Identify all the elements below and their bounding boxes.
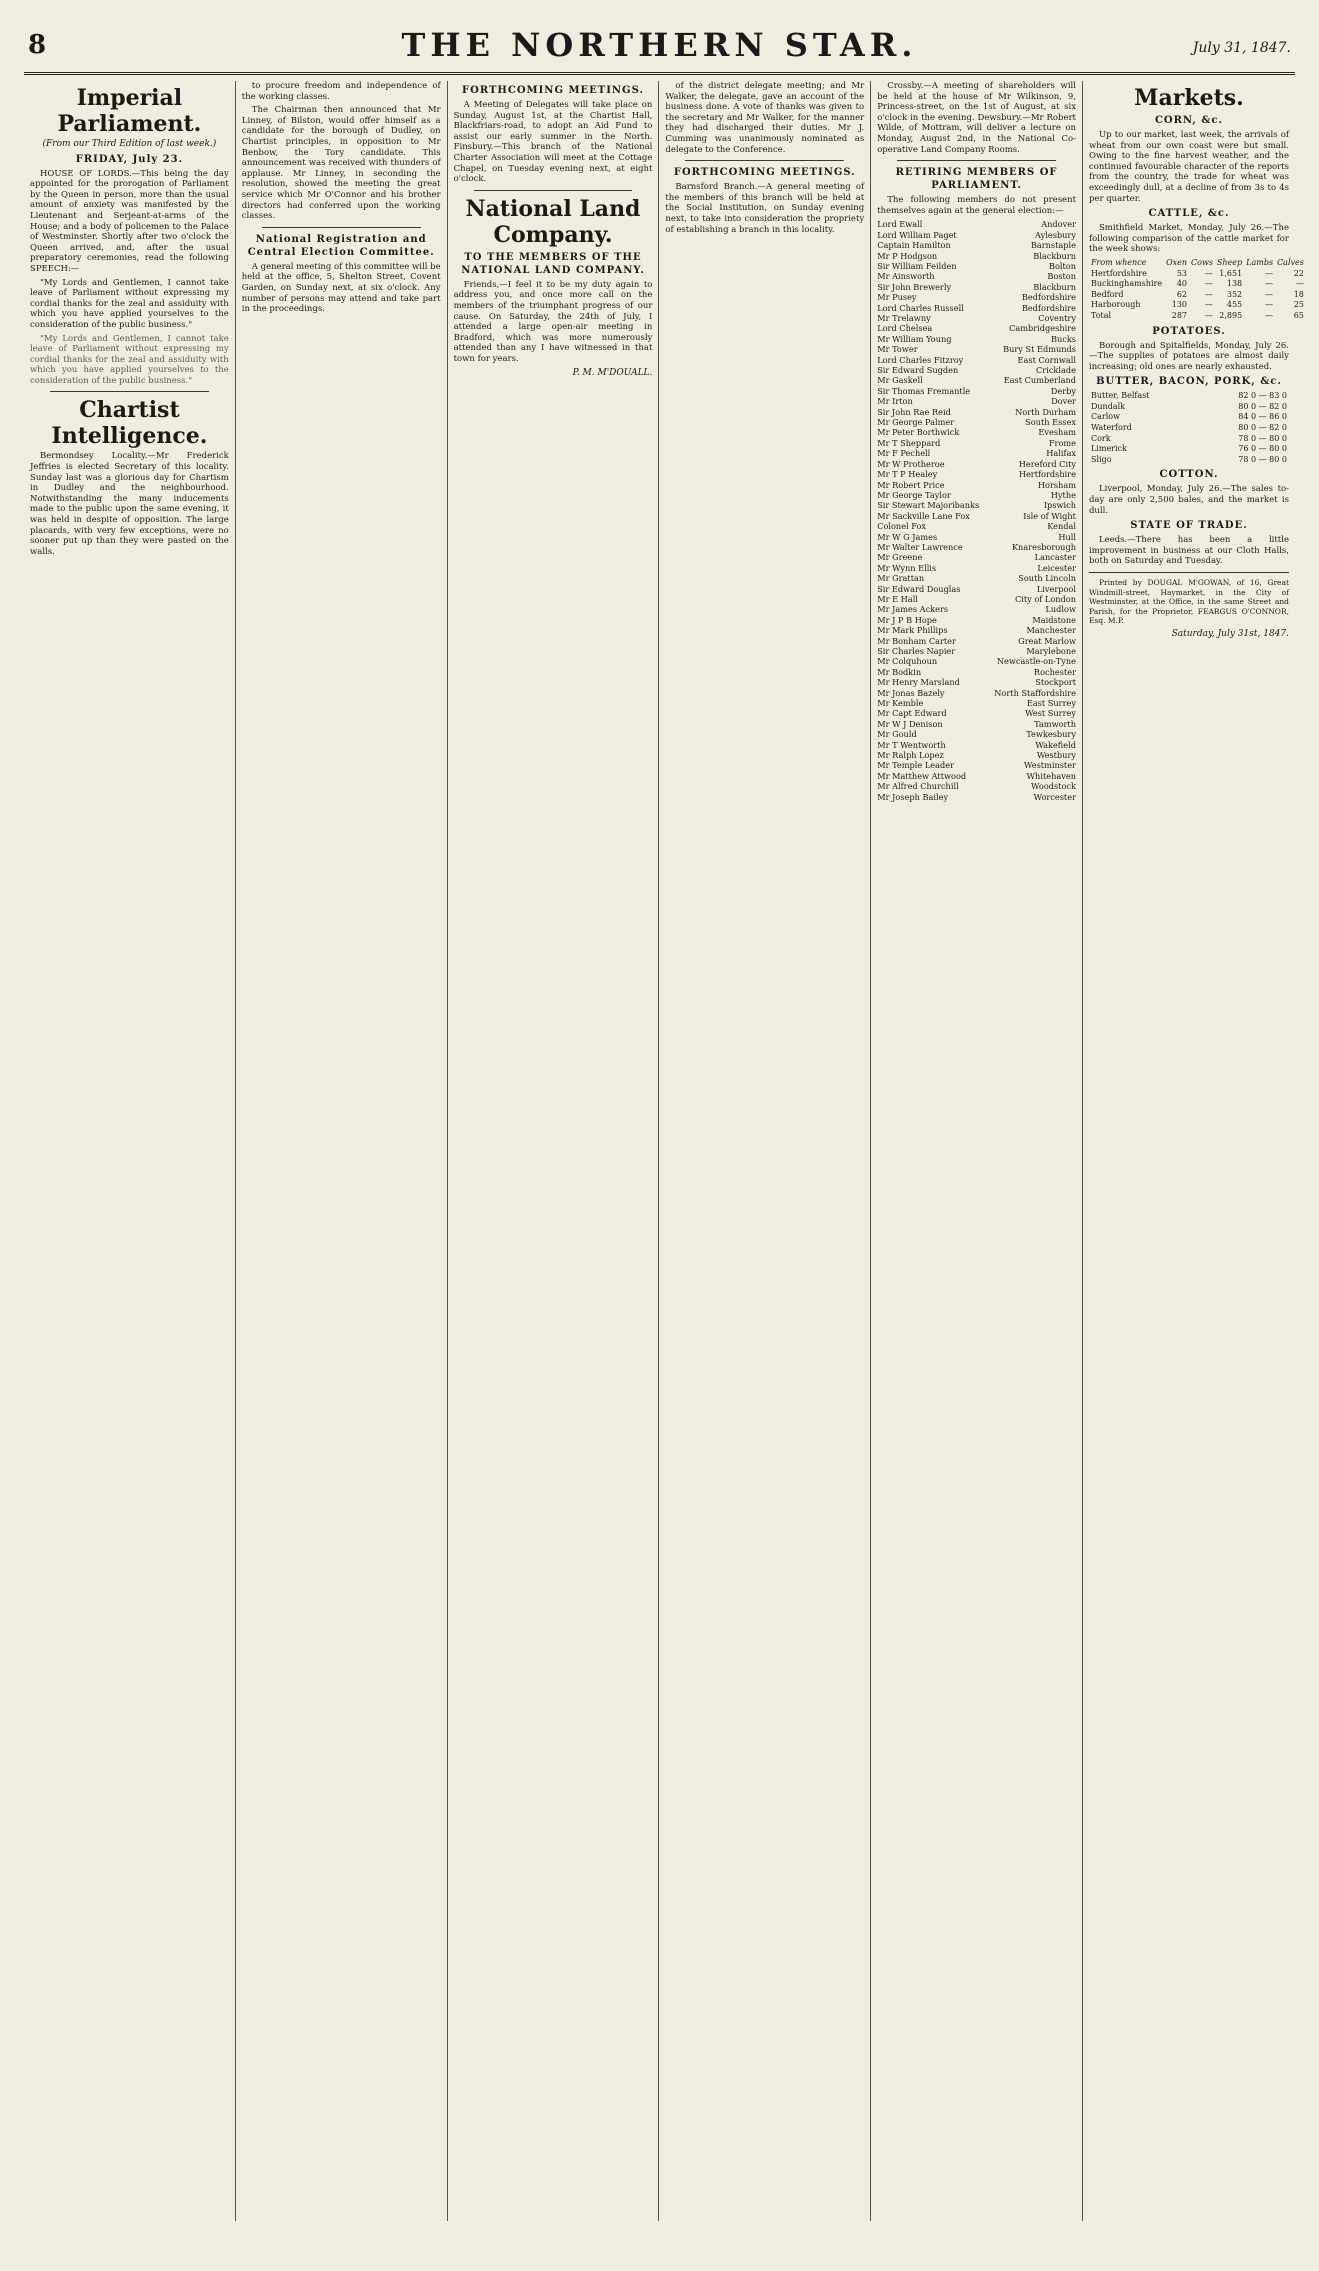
member-name: Colonel Fox	[877, 521, 927, 532]
member-row	[877, 719, 1076, 729]
table-row	[1089, 402, 1289, 413]
member-name: Mr W Protheroe	[877, 458, 945, 469]
section-title-markets: Markets.	[1134, 85, 1244, 111]
member-constituency: Stockport	[1035, 677, 1076, 688]
table-cell: 78 0 — 80 0	[1238, 433, 1287, 443]
member-row	[877, 303, 1076, 313]
table-header-cell: Calves	[1277, 257, 1304, 267]
table-cell: Hertfordshire	[1090, 268, 1147, 278]
member-name: Mr George Palmer	[877, 417, 955, 428]
table-header-cell: Cows	[1191, 257, 1213, 267]
issue-date: July 31, 1847.	[1192, 40, 1291, 56]
forthcoming-meetings-heading: FORTHCOMING MEETINGS.	[462, 85, 644, 96]
member-name: Mr Peter Borthwick	[877, 427, 960, 438]
member-constituency: Tewkesbury	[1026, 729, 1076, 740]
member-constituency: Bury St Edmunds	[1003, 344, 1076, 355]
member-row	[877, 407, 1076, 417]
member-row	[877, 646, 1076, 656]
table-row	[1089, 444, 1289, 455]
member-name: Lord Charles Fitzroy	[877, 354, 964, 365]
table-cell: 130	[1171, 300, 1188, 310]
land-company-address: TO THE MEMBERS OF THE NATIONAL LAND COMPANY.	[461, 251, 645, 276]
chartist-text: Bermondsey Locality.—Mr Frederick Jeffries is elected Secretary of this locality. Sunday last was a glorious day for Chartism in Dudley and the neighbourhood. Notwithstanding the many inducements made to the public upon the same evening, it was held in despite of opposition. The large placards, with very few exceptions, were no sooner put up than they were pasted on the walls.	[30, 451, 229, 557]
state-of-trade-heading: STATE OF TRADE.	[1130, 520, 1248, 532]
member-constituency: East Cumberland	[1003, 375, 1076, 386]
member-name: Mr E Hall	[877, 593, 918, 604]
divider	[474, 190, 633, 191]
member-constituency: Cambridgeshire	[1009, 323, 1076, 334]
column-2-intro: to procure freedom and independence of the working classes.	[241, 81, 441, 102]
member-constituency: South Lincoln	[1018, 573, 1076, 584]
member-row	[877, 448, 1076, 458]
table-cell: 80 0 — 82 0	[1238, 401, 1287, 411]
member-name: Lord Chelsea	[877, 323, 933, 334]
member-constituency: Knaresborough	[1011, 541, 1076, 552]
table-cell: Sligo	[1090, 454, 1112, 464]
member-name: Mr William Young	[877, 333, 952, 344]
table-cell: 25	[1293, 300, 1304, 310]
cattle-intro: Smithfield Market, Monday, July 26.—The following comparison of the cattle market for the week shows:	[1088, 223, 1289, 255]
divider	[50, 391, 209, 392]
member-constituency: Boston	[1047, 271, 1076, 282]
member-row	[877, 594, 1076, 604]
table-row	[1089, 455, 1289, 466]
retiring-intro: The following members do not present themselves again at the general election:—	[877, 195, 1076, 216]
cattle-table	[1089, 258, 1306, 322]
member-row	[877, 656, 1076, 666]
table-cell: —	[1204, 310, 1213, 320]
masthead	[24, 20, 1295, 75]
member-name: Sir John Rae Reid	[877, 406, 951, 417]
member-constituency: Kendal	[1047, 521, 1076, 532]
table-cell: Waterford	[1090, 423, 1132, 433]
table-row	[1089, 412, 1289, 423]
member-constituency: Bucks	[1050, 333, 1076, 344]
member-row	[877, 636, 1076, 646]
printer-imprint: Printed by DOUGAL M'GOWAN, of 16, Great Windmill-street, Haymarket, in the City of Westminster, at the Office, in the same Street and Parish, for the Proprietor, FEARGUS O'CONNOR, Esq. M.P.	[1088, 578, 1289, 625]
columns	[24, 81, 1304, 2221]
member-constituency: Andover	[1041, 219, 1076, 230]
member-name: Sir William Feilden	[877, 260, 957, 271]
table-cell: 22	[1293, 268, 1304, 278]
committee-heading: National Registration and Central Election Committee.	[247, 233, 435, 258]
meetings-text: A Meeting of Delegates will take place on Sunday, August 1st, at the Chartist Hall, Blackfriars-road, to adopt an Aid Fund to assist our early summer in the North. Finsbury.—This branch of the National Charter Association will meet at the Cottage Chapel, on Tuesday evening next, at eight o'clock.	[453, 100, 653, 185]
member-row	[877, 552, 1076, 562]
member-name: Mr Pusey	[877, 292, 917, 303]
page-number: 8	[28, 30, 47, 60]
member-row	[877, 542, 1076, 552]
member-row	[877, 771, 1076, 781]
member-name: Mr Robert Price	[877, 479, 945, 490]
member-name: Mr Ralph Lopez	[877, 750, 944, 761]
member-row	[877, 750, 1076, 760]
member-constituency: Bolton	[1048, 260, 1076, 271]
table-row	[1089, 391, 1289, 402]
table-row	[1089, 434, 1289, 445]
potatoes-heading: POTATOES.	[1152, 325, 1226, 337]
member-constituency: Worcester	[1033, 791, 1076, 802]
table-cell: Total	[1090, 310, 1112, 320]
potatoes-text: Borough and Spitalfields, Monday, July 26.—The supplies of potatoes are almost daily increasing; old ones are nearly exhausted.	[1088, 340, 1289, 372]
cotton-heading: COTTON.	[1159, 469, 1219, 481]
member-name: Mr Capt Edward	[877, 708, 947, 719]
member-row	[877, 438, 1076, 448]
member-name: Lord Ewall	[877, 219, 923, 230]
member-row	[877, 729, 1076, 739]
member-constituency: North Durham	[1015, 406, 1076, 417]
table-row	[1089, 423, 1289, 434]
provisions-heading: BUTTER, BACON, PORK, &c.	[1096, 376, 1282, 388]
member-name: Lord Charles Russell	[877, 302, 964, 313]
parliament-body: "My Lords and Gentlemen, I cannot take leave of Parliament without expressing my cordial thanks for the zeal and assiduity with which you have applied yourselves to the consideration of the public business."	[30, 333, 229, 386]
member-name: Mr Wynn Ellis	[877, 562, 937, 573]
member-constituency: West Surrey	[1025, 708, 1076, 719]
member-name: Mr T P Healey	[877, 469, 938, 480]
table-header-cell: Oxen	[1166, 257, 1188, 267]
forthcoming-text: Barnsford Branch.—A general meeting of the members of this branch will be held at the Social Institution, on Sunday evening next, to take into consideration the propriety of establishing a branch in this locality.	[665, 182, 865, 235]
column-6	[1083, 81, 1304, 2221]
table-cell: Harborough	[1090, 300, 1141, 310]
table-cell: —	[1265, 310, 1274, 320]
section-title-parliament: Imperial Parliament.	[57, 85, 202, 137]
member-constituency: Horsham	[1037, 479, 1076, 490]
table-row	[1089, 269, 1306, 280]
section-title-land-company: National Land Company.	[465, 195, 641, 248]
member-constituency: Frome	[1048, 437, 1076, 448]
column-3	[448, 81, 660, 2221]
table-cell: Butter, Belfast	[1090, 391, 1150, 401]
member-constituency: City of London	[1014, 593, 1076, 604]
queen-speech: "My Lords and Gentlemen, I cannot take leave of Parliament without expressing my cordial thanks for the zeal and assiduity with which you have applied yourselves to the consideration of the public business."	[30, 277, 229, 330]
member-name: Mr Kemble	[877, 698, 924, 709]
member-name: Mr Colquhoun	[877, 656, 938, 667]
member-name: Lord William Paget	[877, 229, 957, 240]
member-name: Mr Trelawny	[877, 313, 931, 323]
member-constituency: Westbury	[1036, 750, 1076, 761]
member-name: Mr George Taylor	[877, 489, 951, 500]
member-name: Mr Joseph Bailey	[877, 791, 949, 802]
member-name: Mr P Hodgson	[877, 250, 938, 261]
member-constituency: Manchester	[1026, 625, 1076, 636]
member-name: Sir Charles Napier	[877, 646, 956, 656]
imprint-date: Saturday, July 31st, 1847.	[1171, 628, 1289, 639]
member-constituency: Ludlow	[1045, 604, 1076, 615]
member-constituency: Derby	[1050, 385, 1076, 396]
member-row	[877, 532, 1076, 542]
table-cell: 287	[1171, 310, 1188, 320]
member-name: Mr Sackville Lane Fox	[877, 510, 970, 521]
member-name: Mr Bonham Carter	[877, 635, 956, 646]
member-constituency: Blackburn	[1033, 281, 1076, 292]
member-row	[877, 459, 1076, 469]
member-row	[877, 708, 1076, 718]
member-constituency: Tamworth	[1034, 718, 1076, 729]
member-name: Mr Tower	[877, 344, 918, 355]
member-constituency: Whitehaven	[1026, 770, 1076, 781]
member-row	[877, 615, 1076, 625]
member-name: Mr Mark Phillips	[877, 625, 948, 636]
cotton-text: Liverpool, Monday, July 26.—The sales to-day are only 2,500 bales, and the market is dull.	[1088, 484, 1289, 516]
column-4-body: of the district delegate meeting; and Mr Walker, the delegate, gave an account of the business done. A vote of thanks was given to the secretary and Mr Walker, for the manner they had discharged their duties. Mr J. Cumming was unanimously nominated as delegate to the Conference.	[665, 81, 865, 155]
column-5	[871, 81, 1083, 2221]
member-name: Mr Grattan	[877, 573, 925, 584]
table-cell: —	[1295, 279, 1304, 289]
member-constituency: Aylesbury	[1035, 229, 1076, 240]
member-constituency: Hull	[1058, 531, 1076, 542]
member-constituency: Hereford City	[1018, 458, 1076, 469]
table-cell: Bedford	[1090, 289, 1124, 299]
table-header-cell: From whence	[1090, 257, 1147, 267]
table-cell: 2,895	[1219, 310, 1243, 320]
table-row	[1089, 311, 1306, 322]
table-cell: —	[1265, 268, 1274, 278]
member-row	[877, 261, 1076, 271]
member-name: Mr Henry Marsland	[877, 677, 960, 688]
table-cell: Cork	[1090, 433, 1111, 443]
member-row	[877, 688, 1076, 698]
member-name: Mr T Wentworth	[877, 739, 946, 750]
member-constituency: Hythe	[1050, 489, 1076, 500]
member-constituency: Ipswich	[1043, 500, 1076, 511]
table-cell: —	[1265, 300, 1274, 310]
forthcoming-meetings-heading-2: FORTHCOMING MEETINGS.	[673, 167, 856, 179]
column-2-body: The Chairman then announced that Mr Linney, of Bilston, would offer himself as a candidate for the borough of Dudley, on Chartist principles, in opposition to Mr Benbow, the Tory candidate. This announcement was received with thunders of applause. Mr Linney, in seconding the resolution, showed the meeting the great service which Mr O'Connor and his brother directors had conferred upon the working classes.	[241, 105, 441, 222]
table-header-cell: Sheep	[1216, 257, 1243, 267]
table-cell: 78 0 — 80 0	[1238, 454, 1287, 464]
member-row	[877, 323, 1076, 333]
column-5-body: Crossby.—A meeting of shareholders will be held at the house of Mr Wilkinson, 9, Princess-street, on the 1st of August, at six o'clock in the evening. Dewsbury.—Mr Robert Wilde, of Mottram, will deliver a lecture on Monday, August 2nd, in the National Co-operative Land Company Rooms.	[877, 81, 1076, 155]
member-name: Mr Greene	[877, 552, 923, 563]
table-cell: —	[1204, 289, 1213, 299]
member-constituency: Marylebone	[1026, 646, 1076, 656]
member-row	[877, 271, 1076, 281]
member-row	[877, 604, 1076, 614]
table-cell: Carlow	[1090, 412, 1120, 422]
member-row	[877, 313, 1076, 323]
member-constituency: Bedfordshire	[1021, 302, 1076, 313]
member-row	[877, 469, 1076, 479]
member-row	[877, 760, 1076, 770]
table-cell: 84 0 — 86 0	[1238, 412, 1287, 422]
member-row	[877, 792, 1076, 802]
member-constituency: Lancaster	[1034, 552, 1076, 563]
divider	[685, 160, 844, 161]
member-row	[877, 677, 1076, 687]
member-name: Mr W J Denison	[877, 718, 943, 729]
member-constituency: Blackburn	[1033, 250, 1076, 261]
column-2	[236, 81, 448, 2221]
table-cell: Dundalk	[1090, 401, 1125, 411]
member-row	[877, 334, 1076, 344]
member-constituency: East Surrey	[1026, 698, 1076, 709]
member-constituency: Woodstock	[1031, 781, 1076, 792]
cattle-heading: CATTLE, &c.	[1148, 208, 1230, 220]
member-row	[877, 521, 1076, 531]
parliament-lead: HOUSE OF LORDS.—This being the day appointed for the prorogation of Parliament by the Queen in person, more than the usual amount of anxiety was manifested by the Lieutenant and Serjeant-at-arms of the House; and a body of policemen to the Palace of Westminster. Shortly after two o'clock the Queen arrived, and, after the usual preparatory ceremonies, read the following SPEECH:—	[30, 168, 229, 274]
corn-text: Up to our market, last week, the arrivals of wheat from our own coast were but small. Owing to the fine harvest weather, and the continued favourable character of the reports from the country, the trade for wheat was exceedingly dull, at a decline of from 3s to 4s per quarter.	[1088, 130, 1289, 204]
member-constituency: Wakefield	[1035, 739, 1076, 750]
member-row	[877, 781, 1076, 791]
member-row	[877, 625, 1076, 635]
member-constituency: Barnstaple	[1030, 240, 1076, 251]
member-name: Mr Matthew Attwood	[877, 770, 967, 781]
newspaper-title: THE NORTHERN STAR.	[401, 26, 918, 64]
member-constituency: Coventry	[1038, 313, 1076, 323]
member-constituency: East Cornwall	[1017, 354, 1076, 365]
table-cell: Buckinghamshire	[1090, 279, 1163, 289]
member-constituency: Evesham	[1038, 427, 1076, 438]
member-row	[877, 251, 1076, 261]
member-name: Mr Alfred Churchill	[877, 781, 959, 792]
column-1	[24, 81, 236, 2221]
table-header-row	[1089, 258, 1306, 269]
dateline: FRIDAY, July 23.	[75, 153, 184, 165]
table-cell: —	[1265, 279, 1274, 289]
table-header-cell: Lambs	[1246, 257, 1274, 267]
table-cell: —	[1204, 300, 1213, 310]
member-name: Sir John Brewerly	[877, 281, 952, 292]
member-row	[877, 480, 1076, 490]
table-cell: 1,651	[1219, 268, 1243, 278]
table-cell: 352	[1226, 289, 1243, 299]
member-row	[877, 511, 1076, 521]
member-name: Captain Hamilton	[877, 240, 951, 251]
member-constituency: Rochester	[1033, 666, 1076, 677]
committee-text: A general meeting of this committee will be held at the office, 5, Shelton Street, Covent Garden, on Sunday next, at six o'clock. Any number of persons may attend and take part in the proceedings.	[241, 261, 441, 315]
member-constituency: Halifax	[1046, 448, 1076, 459]
member-row	[877, 667, 1076, 677]
section-title-chartist: Chartist Intelligence.	[51, 397, 208, 450]
member-row	[877, 375, 1076, 385]
table-cell: Limerick	[1090, 444, 1127, 454]
retiring-members-list	[877, 219, 1076, 802]
member-name: Mr Gould	[877, 729, 917, 740]
table-row	[1089, 279, 1306, 290]
retiring-members-heading: RETIRING MEMBERS OF PARLIAMENT.	[895, 167, 1058, 192]
member-constituency: Dover	[1051, 396, 1076, 407]
table-cell: —	[1265, 289, 1274, 299]
member-row	[877, 282, 1076, 292]
table-cell: 65	[1293, 310, 1304, 320]
member-name: Sir Stewart Majoribanks	[877, 500, 980, 511]
member-constituency: Newcastle-on-Tyne	[996, 656, 1076, 667]
table-cell: 40	[1176, 279, 1188, 289]
member-name: Mr T Sheppard	[877, 437, 941, 448]
member-row	[877, 427, 1076, 437]
column-4	[659, 81, 871, 2221]
member-row	[877, 563, 1076, 573]
member-name: Mr W G James	[877, 531, 938, 542]
table-cell: 455	[1226, 300, 1243, 310]
member-name: Mr Bodkin	[877, 666, 922, 677]
member-name: Mr J P B Hope	[877, 614, 937, 625]
member-row	[877, 240, 1076, 250]
member-row	[877, 365, 1076, 375]
member-constituency: Cricklade	[1036, 365, 1076, 376]
member-row	[877, 490, 1076, 500]
member-constituency: Liverpool	[1036, 583, 1076, 594]
member-row	[877, 500, 1076, 510]
table-cell: 18	[1293, 289, 1304, 299]
member-row	[877, 355, 1076, 365]
table-cell: 82 0 — 83 0	[1238, 391, 1287, 401]
member-row	[877, 584, 1076, 594]
member-constituency: Bedfordshire	[1021, 292, 1076, 303]
member-constituency: Leicester	[1037, 562, 1076, 573]
member-constituency: South Essex	[1025, 417, 1076, 428]
member-name: Sir Thomas Fremantle	[877, 385, 971, 396]
member-row	[877, 573, 1076, 583]
provisions-table	[1089, 391, 1289, 465]
member-row	[877, 740, 1076, 750]
member-row	[877, 344, 1076, 354]
member-name: Sir Edward Sugden	[877, 365, 959, 376]
member-name: Mr F Pechell	[877, 448, 931, 459]
member-constituency: Isle of Wight	[1023, 510, 1076, 521]
member-constituency: Maidstone	[1032, 614, 1076, 625]
member-row	[877, 219, 1076, 229]
land-company-letter: Friends,—I feel it to be my duty again to address you, and once more call on the members of the triumphant progress of our cause. On Saturday, the 24th of July, I attended a large open-air meeting in Bradford, which was more numerously attended than any I have witnessed in that town for years.	[453, 279, 653, 364]
table-cell: 138	[1226, 279, 1243, 289]
divider	[897, 160, 1056, 161]
member-constituency: North Staffordshire	[994, 687, 1076, 698]
table-row	[1089, 290, 1306, 301]
member-constituency: Hertfordshire	[1018, 469, 1076, 480]
member-row	[877, 230, 1076, 240]
table-cell: 80 0 — 82 0	[1238, 423, 1287, 433]
table-cell: 62	[1176, 289, 1188, 299]
member-row	[877, 698, 1076, 708]
table-row	[1089, 300, 1306, 311]
divider	[1089, 572, 1289, 573]
member-name: Mr Temple Leader	[877, 760, 954, 771]
member-row	[877, 396, 1076, 406]
table-cell: 76 0 — 80 0	[1238, 444, 1287, 454]
table-cell: —	[1204, 279, 1213, 289]
member-row	[877, 386, 1076, 396]
divider	[262, 227, 421, 228]
table-cell: —	[1204, 268, 1213, 278]
member-row	[877, 417, 1076, 427]
member-name: Mr Walter Lawrence	[877, 541, 963, 552]
member-name: Mr Irton	[877, 396, 913, 407]
member-name: Mr James Ackers	[877, 604, 949, 615]
member-name: Sir Edward Douglas	[877, 583, 961, 594]
member-constituency: Great Marlow	[1018, 635, 1076, 646]
member-name: Mr Gaskell	[877, 375, 923, 386]
state-of-trade-text: Leeds.—There has been a little improvement in business at our Cloth Halls, both on Saturday and Tuesday.	[1088, 535, 1289, 567]
member-constituency: Westminster	[1023, 760, 1076, 771]
table-cell: 53	[1176, 268, 1188, 278]
member-row	[877, 292, 1076, 302]
source-note: (From our Third Edition of last week.)	[42, 139, 217, 149]
corn-heading: CORN, &c.	[1154, 115, 1223, 126]
member-name: Mr Ainsworth	[877, 271, 935, 282]
member-name: Mr Jonas Bazely	[877, 687, 945, 698]
letter-signature: P. M. M'DOUALL.	[572, 367, 653, 378]
